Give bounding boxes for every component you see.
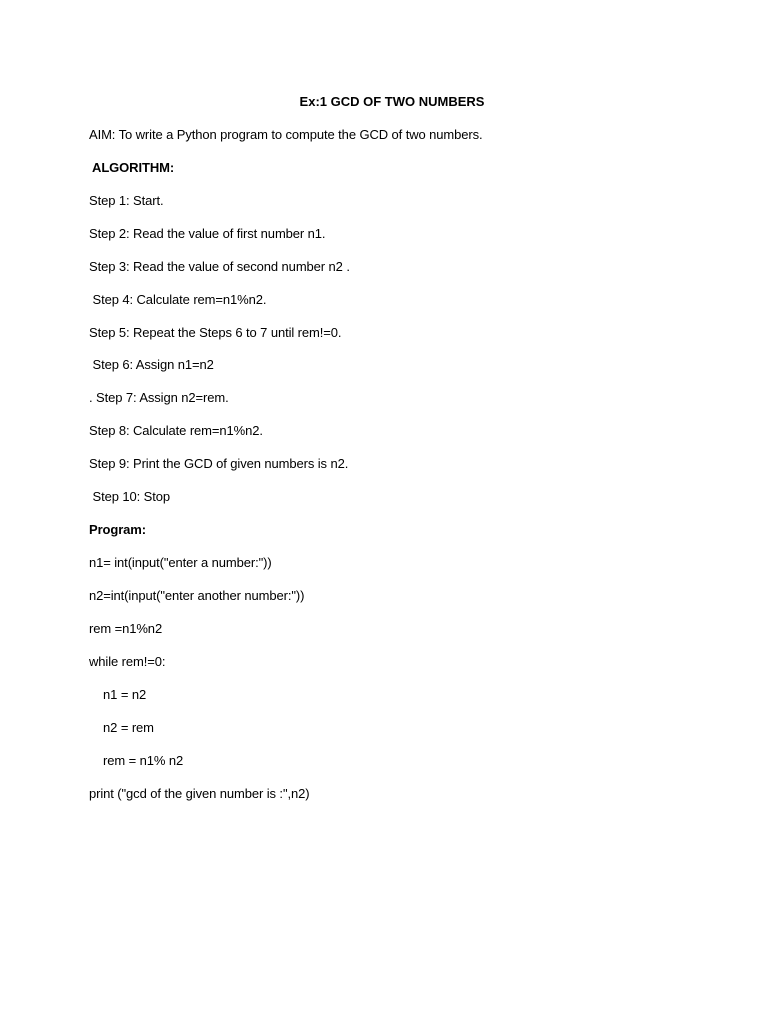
algorithm-step: Step 9: Print the GCD of given numbers is n2. (89, 456, 349, 471)
code-line: while rem!=0: (89, 654, 166, 669)
algorithm-step: Step 5: Repeat the Steps 6 to 7 until rem!=0. (89, 325, 342, 340)
algorithm-step: Step 1: Start. (89, 193, 164, 208)
code-line: rem = n1% n2 (89, 753, 184, 768)
code-line: n2=int(input("enter another number:")) (89, 588, 305, 603)
document-title: Ex:1 GCD OF TWO NUMBERS (299, 94, 485, 109)
code-line: n1= int(input("enter a number:")) (89, 555, 272, 570)
algorithm-step: Step 4: Calculate rem=n1%n2. (89, 292, 267, 307)
algorithm-heading: ALGORITHM: (89, 160, 175, 175)
algorithm-step: Step 2: Read the value of first number n1. (89, 226, 326, 241)
code-line: n1 = n2 (89, 687, 147, 702)
algorithm-step: Step 6: Assign n1=n2 (89, 357, 214, 372)
algorithm-step: Step 8: Calculate rem=n1%n2. (89, 423, 263, 438)
code-line: rem =n1%n2 (89, 621, 163, 636)
aim-text: AIM: To write a Python program to compute the GCD of two numbers. (89, 127, 483, 142)
algorithm-step: Step 10: Stop (89, 489, 170, 504)
program-heading: Program: (89, 522, 146, 537)
algorithm-step: Step 3: Read the value of second number n2 . (89, 259, 350, 274)
code-line: n2 = rem (89, 720, 154, 735)
code-line: print ("gcd of the given number is :",n2) (89, 786, 310, 801)
algorithm-step: . Step 7: Assign n2=rem. (89, 390, 229, 405)
